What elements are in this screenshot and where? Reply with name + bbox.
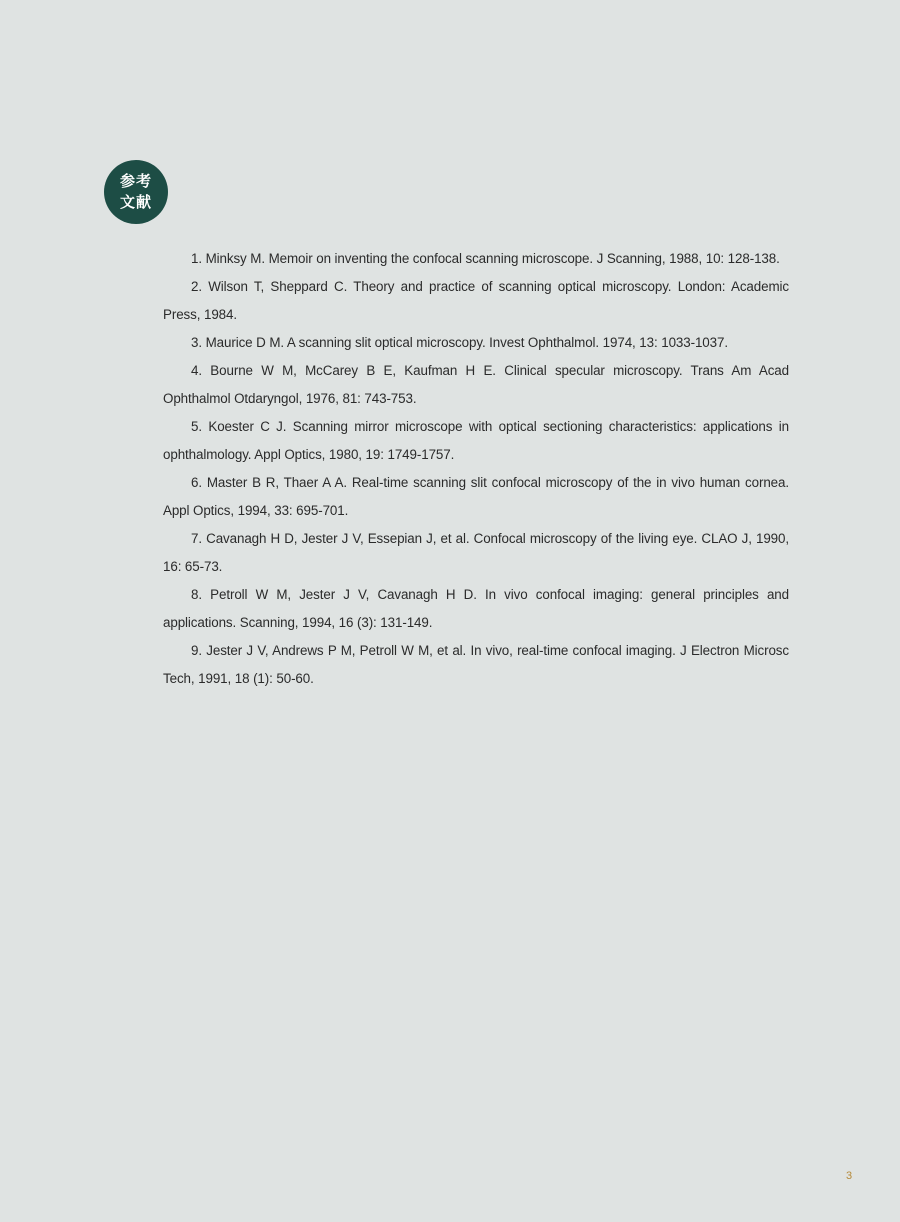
reference-item: 4. Bourne W M, McCarey B E, Kaufman H E. Clinical specular microscopy. Trans Am Acad Ophthalmol Otdaryngol, 1976, 81: 743-753. xyxy=(163,363,789,406)
reference-item: 5. Koester C J. Scanning mirror microscope with optical sectioning characteristics: applications in ophthalmology. Appl Optics, 1980, 19: 1749-1757. xyxy=(163,419,789,462)
section-badge xyxy=(104,160,168,224)
section-badge-line1: 参考 xyxy=(119,172,152,190)
reference-item: 1. Minksy M. Memoir on inventing the confocal scanning microscope. J Scanning, 1988, 10: 128-138. xyxy=(191,251,780,266)
reference-item: 2. Wilson T, Sheppard C. Theory and practice of scanning optical microscopy. London: Academic Press, 1984. xyxy=(163,279,789,322)
section-badge-line2: 文献 xyxy=(119,193,152,211)
reference-item: 7. Cavanagh H D, Jester J V, Essepian J, et al. Confocal microscopy of the living eye. CLAO J, 1990, 16: 65-73. xyxy=(163,531,789,574)
reference-item: 6. Master B R, Thaer A A. Real-time scanning slit confocal microscopy of the in vivo human cornea. Appl Optics, 1994, 33: 695-701. xyxy=(163,475,789,518)
reference-item: 3. Maurice D M. A scanning slit optical microscopy. Invest Ophthalmol. 1974, 13: 1033-1037. xyxy=(191,335,728,350)
page-number: 3 xyxy=(846,1170,853,1182)
reference-list xyxy=(163,245,789,693)
reference-item: 8. Petroll W M, Jester J V, Cavanagh H D. In vivo confocal imaging: general principles and applications. Scanning, 1994, 16 (3): 131-149. xyxy=(163,587,789,630)
reference-item: 9. Jester J V, Andrews P M, Petroll W M, et al. In vivo, real-time confocal imaging. J Electron Microsc Tech, 1991, 18 (1): 50-60. xyxy=(163,643,789,686)
